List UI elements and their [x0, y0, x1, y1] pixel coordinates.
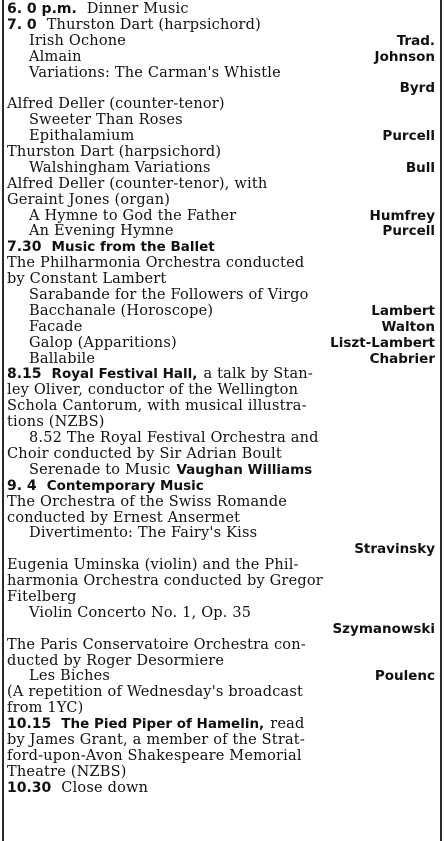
- radio-programme-listing: [7, 2, 435, 797]
- composer-name: Walton: [381, 318, 435, 335]
- listing-text: harmonia Orchestra conducted by Gregor: [7, 573, 323, 590]
- listing-text: Facade: [29, 318, 83, 335]
- listing-text: by Constant Lambert: [7, 271, 167, 288]
- listing-text: The Paris Conservatoire Orchestra con-: [7, 636, 306, 653]
- listing-line: [7, 399, 435, 415]
- listing-text: Eugenia Uminska (violin) and the Phil-: [7, 557, 299, 574]
- composer-name: Liszt-Lambert: [330, 334, 435, 351]
- listing-line: [7, 590, 435, 606]
- listing-line: [7, 2, 435, 18]
- listing-text: Geraint Jones (organ): [7, 191, 171, 208]
- listing-text: An Evening Hymne: [29, 223, 174, 240]
- listing-line: [7, 367, 435, 383]
- time-label: 8.15: [7, 366, 42, 383]
- listing-line: [7, 304, 435, 320]
- listing-line: [7, 526, 435, 542]
- composer-name: Johnson: [374, 48, 435, 65]
- composer-name: Purcell: [382, 223, 435, 240]
- listing-text: Theatre (NZBS): [7, 763, 127, 780]
- listing-text: ducted by Roger Desormiere: [7, 652, 225, 669]
- listing-line: [7, 574, 435, 590]
- listing-line: [7, 511, 435, 527]
- listing-line: [7, 685, 435, 701]
- listing-line: [7, 113, 435, 129]
- listing-text: 8.52 The Royal Festival Orchestra and: [29, 430, 319, 447]
- time-label: 10.30: [7, 779, 52, 796]
- listing-line: [7, 81, 435, 97]
- listing-text: Sweeter Than Roses: [29, 112, 183, 129]
- listing-text: Sarabande for the Followers of Virgo: [29, 287, 309, 304]
- composer-name: Lambert: [371, 302, 435, 319]
- listing-line: [7, 336, 435, 352]
- time-label: 9. 4: [7, 477, 37, 494]
- listing-line: [7, 145, 435, 161]
- programme-heading: Music from the Ballet: [51, 239, 215, 256]
- listing-text: Bacchanale (Horoscope): [29, 302, 214, 319]
- listing-text: Violin Concerto No. 1, Op. 35: [29, 604, 252, 621]
- listing-text: ley Oliver, conductor of the Wellington: [7, 382, 299, 399]
- listing-text: Ballabile: [29, 350, 96, 367]
- listing-text: conducted by Ernest Ansermet: [7, 509, 241, 526]
- listing-text: from 1YC): [7, 700, 84, 717]
- listing-line: [7, 34, 435, 50]
- listing-line: [7, 224, 435, 240]
- listing-text: A Hymne to God the Father: [29, 207, 237, 224]
- composer-name: Chabrier: [369, 350, 435, 367]
- composer-name: Humfrey: [369, 207, 435, 224]
- listing-line: [7, 717, 435, 733]
- listing-text: Almain: [29, 48, 82, 65]
- listing-line: [7, 447, 435, 463]
- listing-text: tions (NZBS): [7, 414, 105, 431]
- programme-heading: The Pied Piper of Hamelin,: [61, 716, 265, 733]
- time-label: 7. 0: [7, 16, 37, 33]
- listing-text: Thurston Dart (harpsichord): [46, 16, 261, 33]
- listing-line: [7, 177, 435, 193]
- listing-line: [7, 749, 435, 765]
- listing-text: Serenade to Music: [29, 461, 171, 478]
- listing-text: a talk by Stan-: [203, 366, 313, 383]
- listing-line: [7, 209, 435, 225]
- composer-name: Bull: [405, 159, 435, 176]
- composer-name: Byrd: [399, 80, 435, 97]
- listing-text: Alfred Deller (counter-tenor), with: [7, 175, 268, 192]
- listing-line: [7, 352, 435, 368]
- listing-text: Irish Ochone: [29, 32, 127, 49]
- listing-line: [7, 129, 435, 145]
- listing-line: [7, 320, 435, 336]
- listing-text: Dinner Music: [86, 1, 189, 17]
- listing-line: [7, 558, 435, 574]
- listing-text: Epithalamium: [29, 128, 135, 145]
- time-label: 6. 0 p.m.: [7, 1, 77, 17]
- listing-text: Choir conducted by Sir Adrian Boult: [7, 445, 282, 462]
- listing-text: The Orchestra of the Swiss Romande: [7, 493, 288, 510]
- listing-line: [7, 383, 435, 399]
- listing-line: [7, 431, 435, 447]
- listing-text: Fitelberg: [7, 588, 77, 605]
- listing-line: [7, 654, 435, 670]
- time-label: 7.30: [7, 239, 42, 256]
- listing-line: [7, 479, 435, 495]
- listing-line: [7, 288, 435, 304]
- listing-text: The Philharmonia Orchestra conducted: [7, 255, 305, 272]
- listing-line: [7, 701, 435, 717]
- listing-line: [7, 765, 435, 781]
- listing-text: Les Biches: [29, 668, 111, 685]
- listing-line: [7, 669, 435, 685]
- listing-text: Schola Cantorum, with musical illustra-: [7, 398, 307, 415]
- listing-line: [7, 542, 435, 558]
- listing-line: [7, 495, 435, 511]
- listing-line: [7, 415, 435, 431]
- composer-name: Szymanowski: [332, 620, 435, 637]
- composer-name: Stravinsky: [354, 541, 435, 558]
- listing-line: [7, 622, 435, 638]
- column-rule-right: [440, 0, 442, 841]
- listing-line: [7, 781, 435, 797]
- composer-name: Trad.: [396, 32, 435, 49]
- listing-text: Thurston Dart (harpsichord): [7, 144, 222, 161]
- listing-line: [7, 606, 435, 622]
- listing-text: Walshingham Variations: [29, 159, 211, 176]
- composer-name: Vaughan Williams: [176, 461, 313, 478]
- listing-line: [7, 240, 435, 256]
- listing-line: [7, 18, 435, 34]
- listing-line: [7, 97, 435, 113]
- listing-text: Galop (Apparitions): [29, 334, 177, 351]
- listing-line: [7, 463, 435, 479]
- time-label: 10.15: [7, 716, 52, 733]
- composer-name: Poulenc: [374, 668, 435, 685]
- listing-text: (A repetition of Wednesday's broadcast: [7, 684, 304, 701]
- programme-heading: Contemporary Music: [46, 477, 204, 494]
- composer-name: Purcell: [382, 128, 435, 145]
- listing-line: [7, 50, 435, 66]
- listing-line: [7, 638, 435, 654]
- listing-line: [7, 161, 435, 177]
- listing-line: [7, 272, 435, 288]
- programme-heading: Royal Festival Hall,: [51, 366, 198, 383]
- listing-text: by James Grant, a member of the Strat-: [7, 731, 305, 748]
- listing-text: read: [270, 716, 305, 733]
- listing-text: ford-upon-Avon Shakespeare Memorial: [7, 747, 302, 764]
- listing-line: [7, 256, 435, 272]
- listing-line: [7, 733, 435, 749]
- listing-line: [7, 193, 435, 209]
- listing-text: Variations: The Carman's Whistle: [29, 64, 281, 81]
- listing-text: Alfred Deller (counter-tenor): [7, 96, 225, 113]
- column-rule-left: [2, 0, 4, 841]
- listing-text: Close down: [61, 779, 149, 796]
- listing-text: Divertimento: The Fairy's Kiss: [29, 525, 258, 542]
- listing-line: [7, 66, 435, 82]
